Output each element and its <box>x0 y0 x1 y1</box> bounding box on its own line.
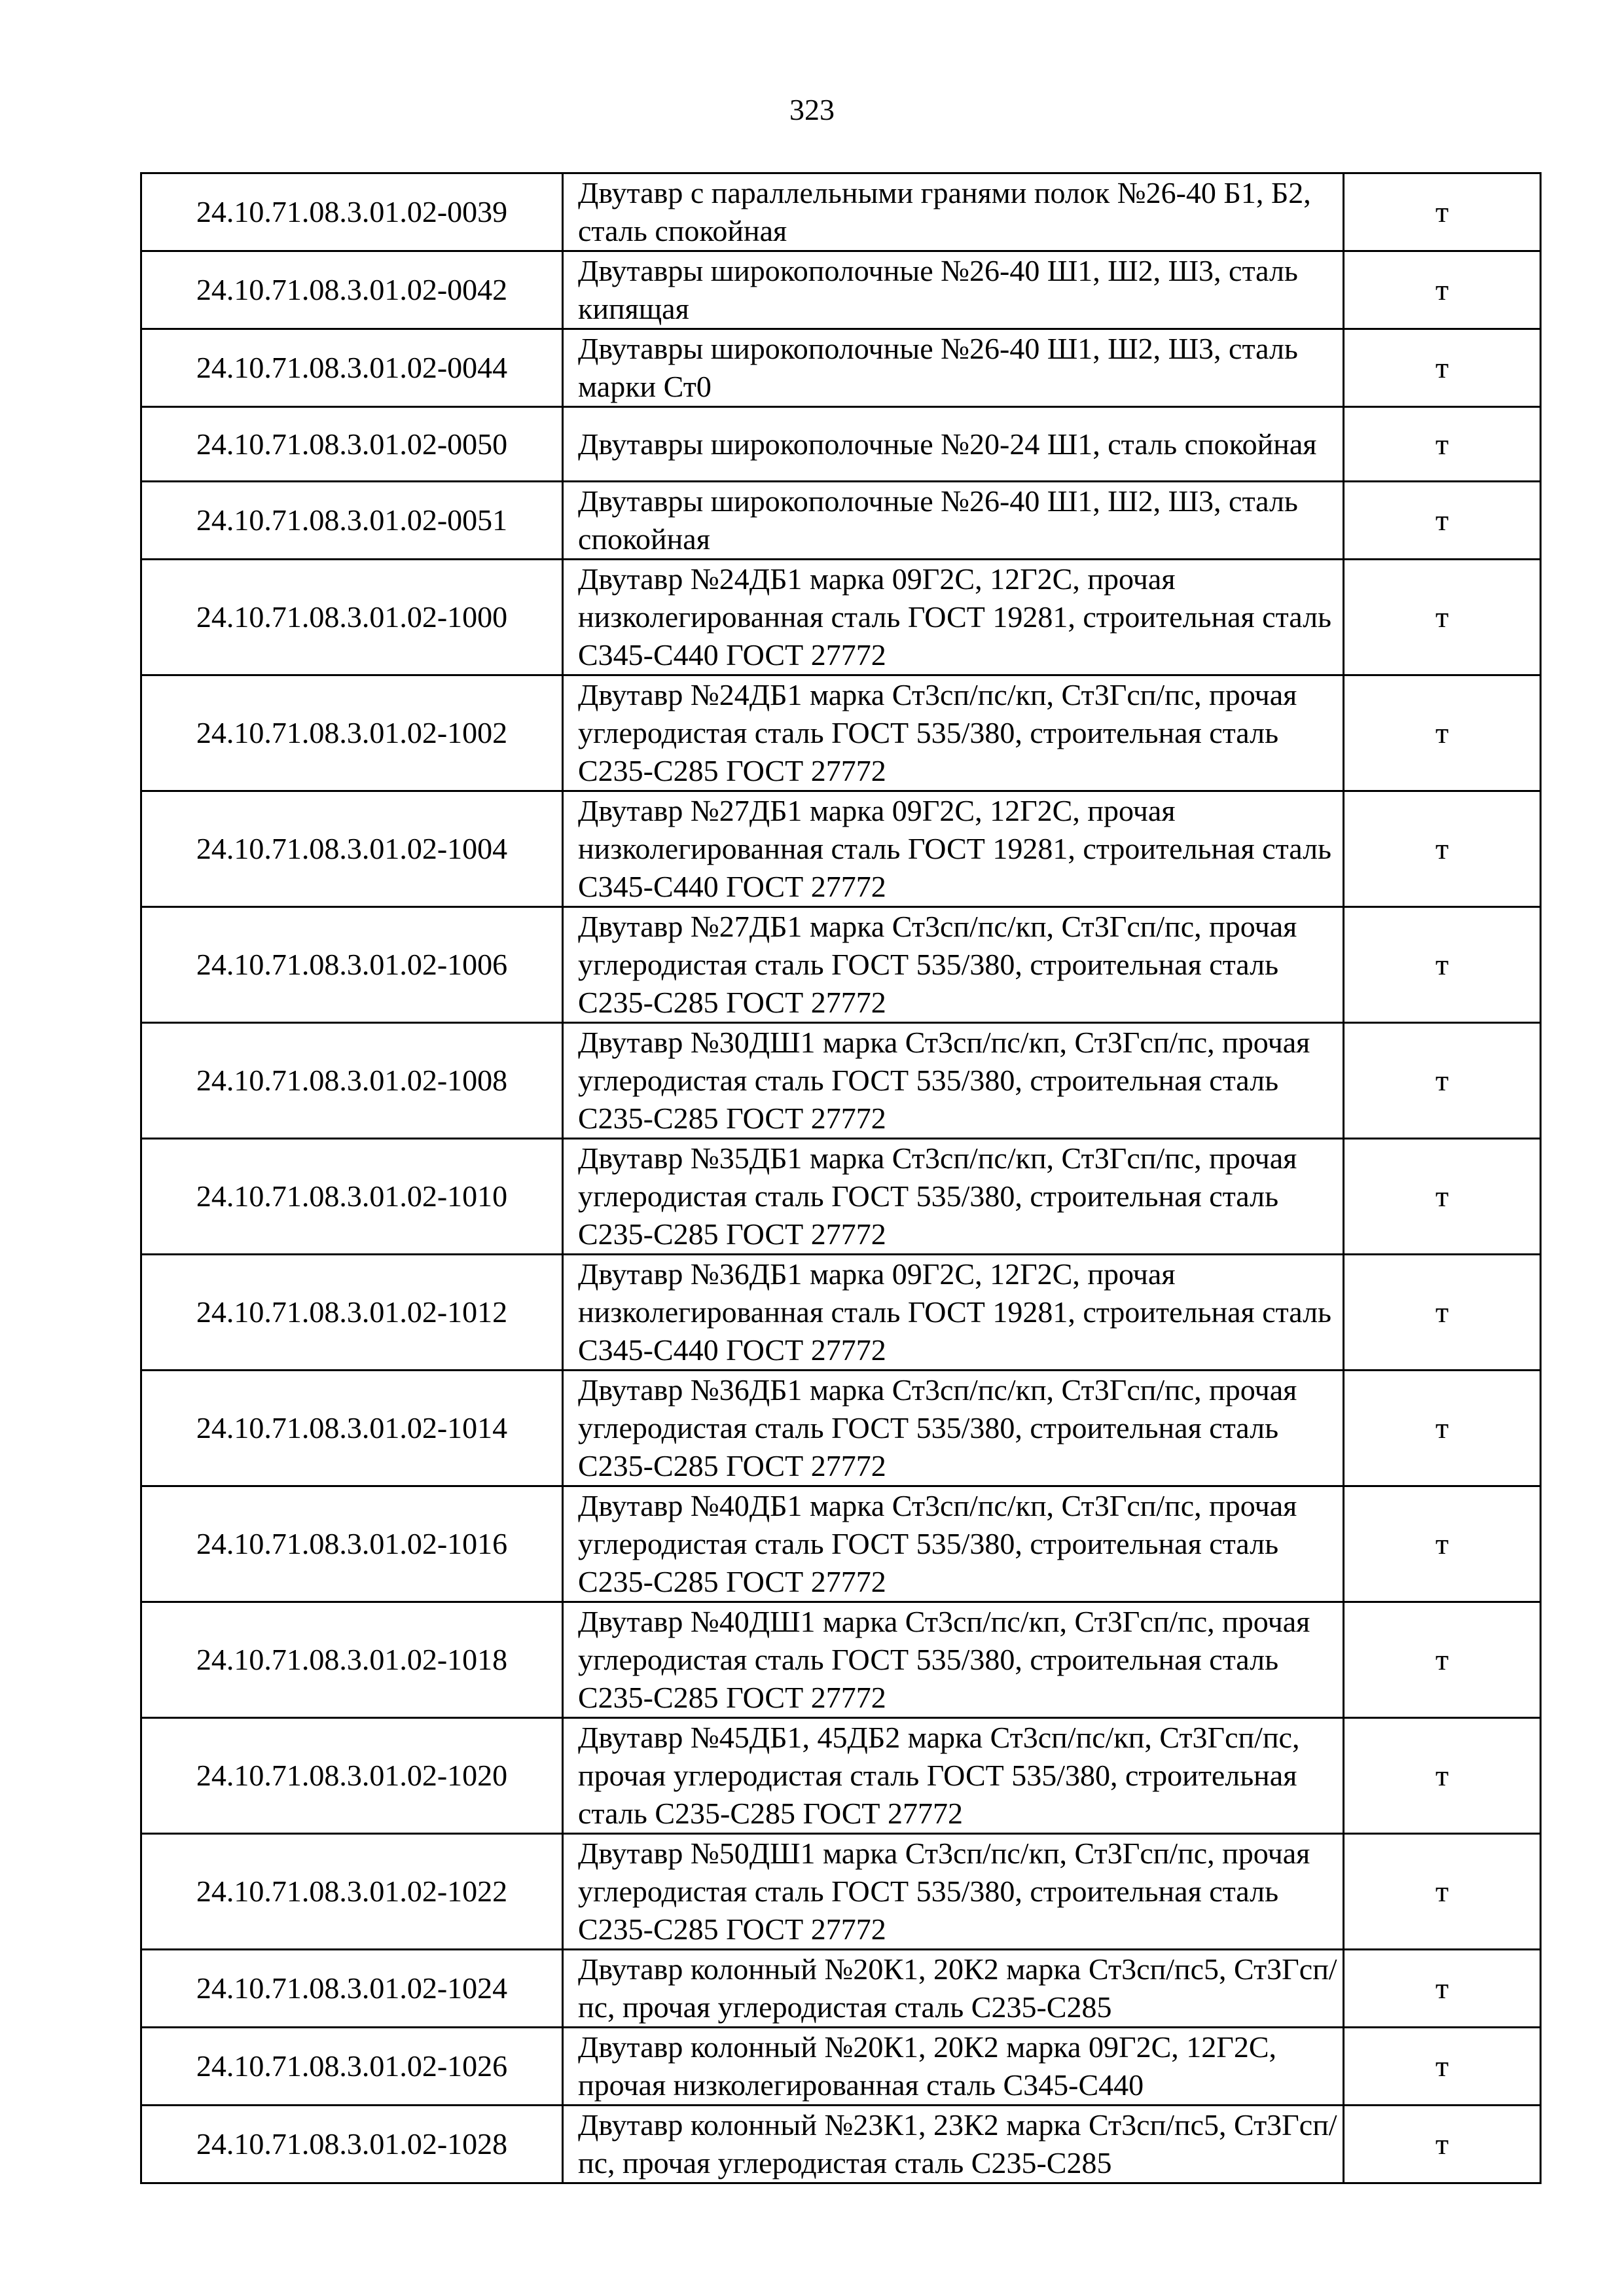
resource-name: Двутавр №27ДБ1 марка 09Г2С, 12Г2С, прочая низколегированная сталь ГОСТ 19281, строительная сталь С345-С440 ГОСТ 27772 <box>563 791 1344 907</box>
unit-of-measure: т <box>1344 560 1541 675</box>
resource-code: 24.10.71.08.3.01.02-1020 <box>141 1718 563 1834</box>
table-row <box>141 1139 1541 1255</box>
table-row <box>141 1023 1541 1139</box>
resource-code: 24.10.71.08.3.01.02-0044 <box>141 329 563 407</box>
resource-code: 24.10.71.08.3.01.02-0050 <box>141 407 563 482</box>
unit-of-measure: т <box>1344 2106 1541 2183</box>
resource-name: Двутавр колонный №20К1, 20К2 марка 09Г2С, 12Г2С, прочая низколегированная сталь С345-С440 <box>563 2028 1344 2106</box>
unit-of-measure: т <box>1344 1602 1541 1718</box>
unit-of-measure: т <box>1344 675 1541 791</box>
unit-of-measure: т <box>1344 2028 1541 2106</box>
unit-of-measure: т <box>1344 907 1541 1023</box>
table-row <box>141 1950 1541 2028</box>
resource-code: 24.10.71.08.3.01.02-1018 <box>141 1602 563 1718</box>
resource-name: Двутавры широкополочные №26-40 Ш1, Ш2, Ш3, сталь спокойная <box>563 482 1344 560</box>
unit-of-measure: т <box>1344 1371 1541 1486</box>
resource-name: Двутавр с параллельными гранями полок №26-40 Б1, Б2, сталь спокойная <box>563 173 1344 251</box>
resource-name: Двутавр №24ДБ1 марка 09Г2С, 12Г2С, прочая низколегированная сталь ГОСТ 19281, строительная сталь С345-С440 ГОСТ 27772 <box>563 560 1344 675</box>
resource-name: Двутавр №24ДБ1 марка Ст3сп/пс/кп, Ст3Гсп/пс, прочая углеродистая сталь ГОСТ 535/380, строительная сталь С235-С285 ГОСТ 27772 <box>563 675 1344 791</box>
table-row <box>141 329 1541 407</box>
resource-name: Двутавр №40ДБ1 марка Ст3сп/пс/кп, Ст3Гсп/пс, прочая углеродистая сталь ГОСТ 535/380, строительная сталь С235-С285 ГОСТ 27772 <box>563 1486 1344 1602</box>
resource-code: 24.10.71.08.3.01.02-1006 <box>141 907 563 1023</box>
table-row <box>141 1255 1541 1371</box>
resource-code: 24.10.71.08.3.01.02-1022 <box>141 1834 563 1950</box>
table-row <box>141 1834 1541 1950</box>
unit-of-measure: т <box>1344 173 1541 251</box>
table-row <box>141 2106 1541 2183</box>
resource-name: Двутавр №36ДБ1 марка 09Г2С, 12Г2С, прочая низколегированная сталь ГОСТ 19281, строительная сталь С345-С440 ГОСТ 27772 <box>563 1255 1344 1371</box>
resource-code: 24.10.71.08.3.01.02-1010 <box>141 1139 563 1255</box>
unit-of-measure: т <box>1344 407 1541 482</box>
resource-code: 24.10.71.08.3.01.02-1008 <box>141 1023 563 1139</box>
unit-of-measure: т <box>1344 791 1541 907</box>
table-row <box>141 675 1541 791</box>
page-number: 323 <box>789 93 835 126</box>
resource-name: Двутавры широкополочные №26-40 Ш1, Ш2, Ш3, сталь марки Ст0 <box>563 329 1344 407</box>
resource-code: 24.10.71.08.3.01.02-1024 <box>141 1950 563 2028</box>
table-row <box>141 1718 1541 1834</box>
resource-code: 24.10.71.08.3.01.02-0042 <box>141 251 563 329</box>
unit-of-measure: т <box>1344 329 1541 407</box>
resource-code: 24.10.71.08.3.01.02-1012 <box>141 1255 563 1371</box>
unit-of-measure: т <box>1344 1950 1541 2028</box>
table-row <box>141 1371 1541 1486</box>
resource-code: 24.10.71.08.3.01.02-1026 <box>141 2028 563 2106</box>
table-row <box>141 1486 1541 1602</box>
resource-code: 24.10.71.08.3.01.02-0051 <box>141 482 563 560</box>
resource-code: 24.10.71.08.3.01.02-1014 <box>141 1371 563 1486</box>
table-row <box>141 907 1541 1023</box>
resource-name: Двутавр №40ДШ1 марка Ст3сп/пс/кп, Ст3Гсп/пс, прочая углеродистая сталь ГОСТ 535/380, строительная сталь С235-С285 ГОСТ 27772 <box>563 1602 1344 1718</box>
resource-code: 24.10.71.08.3.01.02-1004 <box>141 791 563 907</box>
unit-of-measure: т <box>1344 1255 1541 1371</box>
resource-code: 24.10.71.08.3.01.02-1028 <box>141 2106 563 2183</box>
unit-of-measure: т <box>1344 1139 1541 1255</box>
unit-of-measure: т <box>1344 1718 1541 1834</box>
resource-name: Двутавр №30ДШ1 марка Ст3сп/пс/кп, Ст3Гсп/пс, прочая углеродистая сталь ГОСТ 535/380, строительная сталь С235-С285 ГОСТ 27772 <box>563 1023 1344 1139</box>
table-row <box>141 173 1541 251</box>
table-row <box>141 791 1541 907</box>
resource-name: Двутавр №35ДБ1 марка Ст3сп/пс/кп, Ст3Гсп/пс, прочая углеродистая сталь ГОСТ 535/380, строительная сталь С235-С285 ГОСТ 27772 <box>563 1139 1344 1255</box>
resource-name: Двутавр колонный №20К1, 20К2 марка Ст3сп/пс5, Ст3Гсп/пс, прочая углеродистая сталь С235-С285 <box>563 1950 1344 2028</box>
resource-name: Двутавры широкополочные №20-24 Ш1, сталь спокойная <box>563 407 1344 482</box>
resource-code: 24.10.71.08.3.01.02-1002 <box>141 675 563 791</box>
table-row <box>141 560 1541 675</box>
unit-of-measure: т <box>1344 251 1541 329</box>
resource-name: Двутавр №27ДБ1 марка Ст3сп/пс/кп, Ст3Гсп/пс, прочая углеродистая сталь ГОСТ 535/380, строительная сталь С235-С285 ГОСТ 27772 <box>563 907 1344 1023</box>
table-row <box>141 2028 1541 2106</box>
resource-name: Двутавр №45ДБ1, 45ДБ2 марка Ст3сп/пс/кп, Ст3Гсп/пс, прочая углеродистая сталь ГОСТ 535/380, строительная сталь С235-С285 ГОСТ 27772 <box>563 1718 1344 1834</box>
unit-of-measure: т <box>1344 1486 1541 1602</box>
resource-code: 24.10.71.08.3.01.02-1000 <box>141 560 563 675</box>
resource-name: Двутавр №50ДШ1 марка Ст3сп/пс/кп, Ст3Гсп/пс, прочая углеродистая сталь ГОСТ 535/380, строительная сталь С235-С285 ГОСТ 27772 <box>563 1834 1344 1950</box>
table-row <box>141 251 1541 329</box>
table-row <box>141 1602 1541 1718</box>
table-row <box>141 407 1541 482</box>
table-row <box>141 482 1541 560</box>
unit-of-measure: т <box>1344 1023 1541 1139</box>
resource-name: Двутавр №36ДБ1 марка Ст3сп/пс/кп, Ст3Гсп/пс, прочая углеродистая сталь ГОСТ 535/380, строительная сталь С235-С285 ГОСТ 27772 <box>563 1371 1344 1486</box>
resource-table <box>140 172 1542 2184</box>
resource-name: Двутавры широкополочные №26-40 Ш1, Ш2, Ш3, сталь кипящая <box>563 251 1344 329</box>
resource-code: 24.10.71.08.3.01.02-0039 <box>141 173 563 251</box>
resource-name: Двутавр колонный №23К1, 23К2 марка Ст3сп/пс5, Ст3Гсп/пс, прочая углеродистая сталь С235-С285 <box>563 2106 1344 2183</box>
unit-of-measure: т <box>1344 1834 1541 1950</box>
unit-of-measure: т <box>1344 482 1541 560</box>
resource-code: 24.10.71.08.3.01.02-1016 <box>141 1486 563 1602</box>
